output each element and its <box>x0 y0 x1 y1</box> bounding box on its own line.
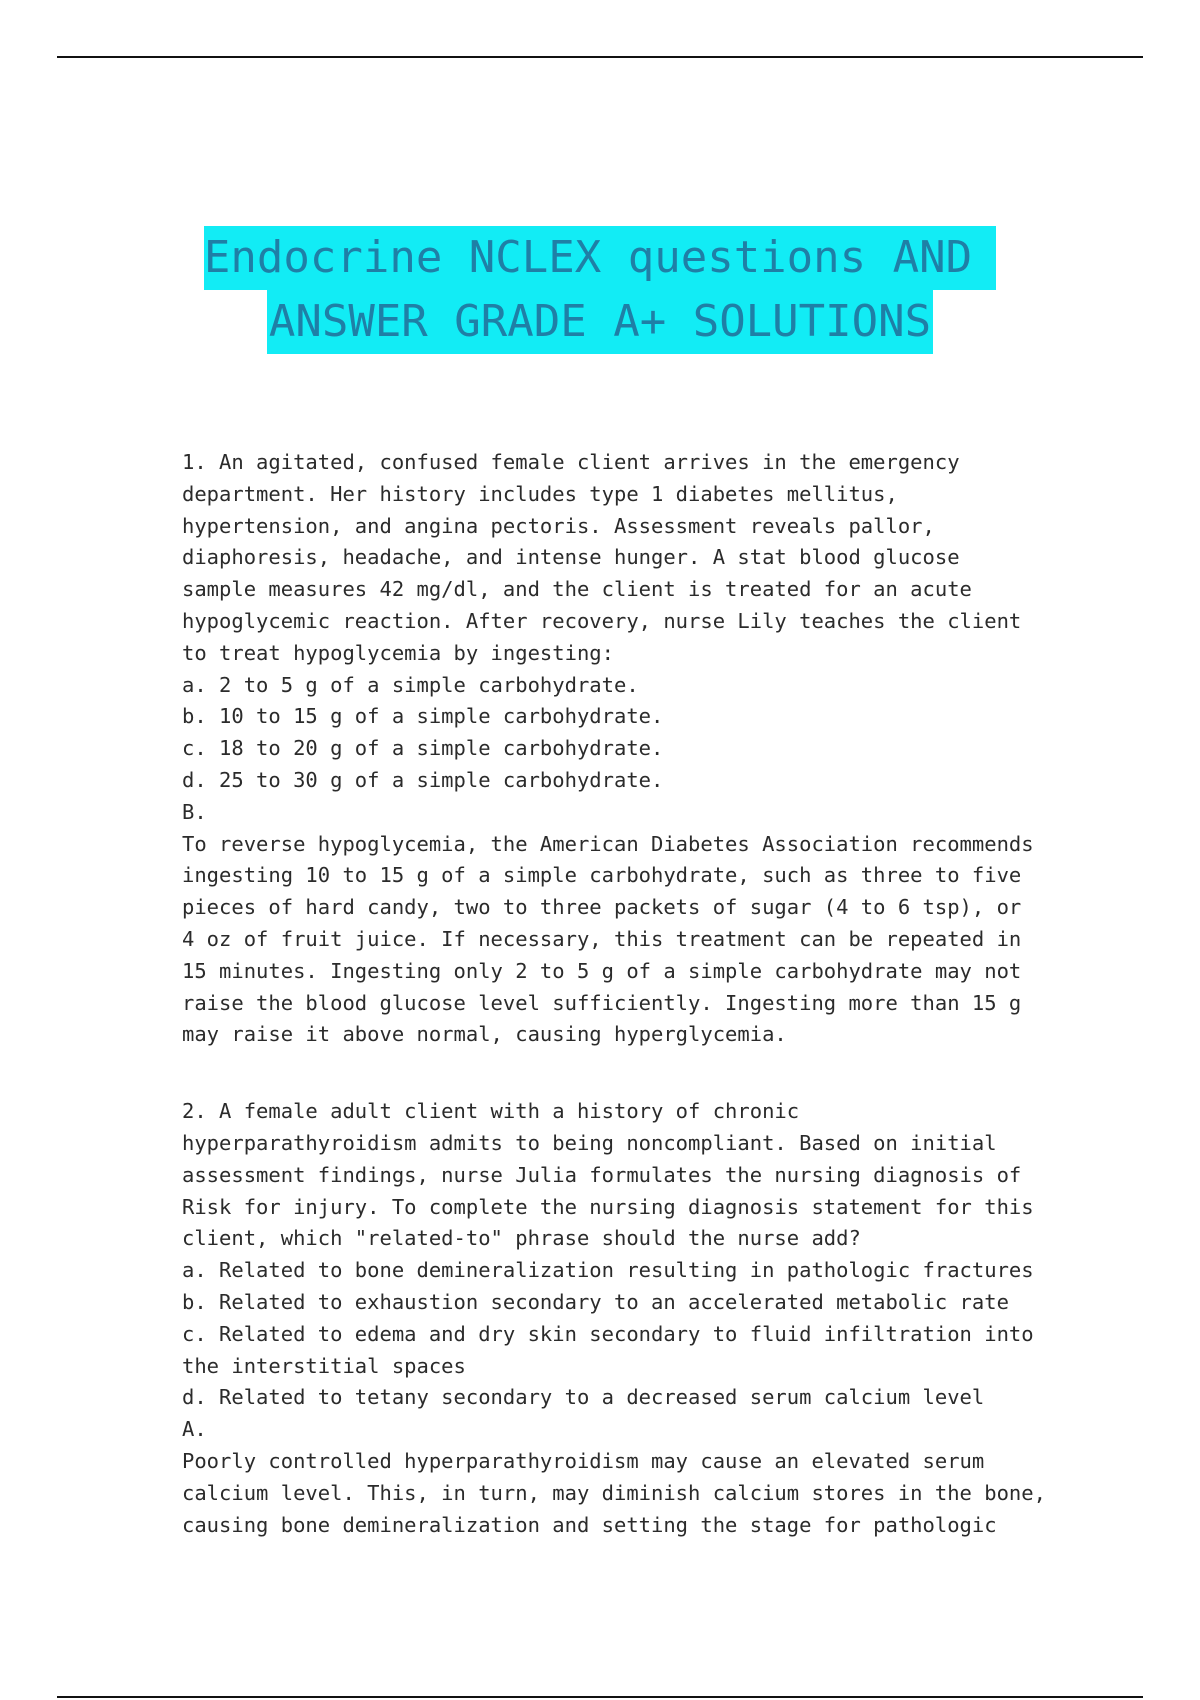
rationale-line: causing bone demineralization and setting the stage for pathologic <box>182 1512 997 1537</box>
rationale-line: 4 oz of fruit juice. If necessary, this treatment can be repeated in <box>182 926 1022 951</box>
question-2-stem <box>182 1096 1082 1255</box>
correct-answer: A. <box>182 1417 207 1442</box>
question-text-line: assessment findings, nurse Julia formulates the nursing diagnosis of <box>182 1162 1022 1187</box>
question-1-options <box>182 670 1082 797</box>
header-rule <box>57 56 1143 58</box>
answer-option: d. 25 to 30 g of a simple carbohydrate. <box>182 767 664 792</box>
question-1-rationale <box>182 829 1082 1052</box>
answer-option: b. 10 to 15 g of a simple carbohydrate. <box>182 704 664 729</box>
document-title <box>0 226 1200 354</box>
rationale-line: 15 minutes. Ingesting only 2 to 5 g of a simple carbohydrate may not <box>182 958 1022 983</box>
question-text-line: client, which "related-to" phrase should the nurse add? <box>182 1226 861 1251</box>
question-text-line: sample measures 42 mg/dl, and the client is treated for an acute <box>182 577 972 602</box>
rationale-line: ingesting 10 to 15 g of a simple carbohydrate, such as three to five <box>182 863 1022 888</box>
rationale-line: raise the blood glucose level sufficiently. Ingesting more than 15 g <box>182 990 1022 1015</box>
question-1 <box>182 447 1082 1051</box>
question-1-stem <box>182 447 1082 670</box>
question-text-line: department. Her history includes type 1 diabetes mellitus, <box>182 481 898 506</box>
question-text-line: hyperparathyroidism admits to being noncompliant. Based on initial <box>182 1130 997 1155</box>
question-spacer <box>182 1051 1082 1096</box>
answer-option: b. Related to exhaustion secondary to an accelerated metabolic rate <box>182 1289 1009 1314</box>
rationale-line: To reverse hypoglycemia, the American Diabetes Association recommends <box>182 831 1034 856</box>
answer-option: d. Related to tetany secondary to a decreased serum calcium level <box>182 1385 985 1410</box>
question-text-line: hypertension, and angina pectoris. Assessment reveals pallor, <box>182 513 935 538</box>
answer-option: c. 18 to 20 g of a simple carbohydrate. <box>182 736 664 761</box>
question-text-line: 1. An agitated, confused female client arrives in the emergency <box>182 450 960 474</box>
title-line-1: Endocrine NCLEX questions AND <box>204 226 996 290</box>
document-body <box>182 447 1082 1541</box>
rationale-line: Poorly controlled hyperparathyroidism may cause an elevated serum <box>182 1448 985 1473</box>
question-text-line: diaphoresis, headache, and intense hunger. A stat blood glucose <box>182 545 960 570</box>
footer-rule <box>57 1696 1143 1698</box>
title-line-2: ANSWER GRADE A+ SOLUTIONS <box>267 290 933 354</box>
question-text-line: 2. A female adult client with a history of chronic <box>182 1099 800 1124</box>
answer-option: a. Related to bone demineralization resulting in pathologic fractures <box>182 1258 1034 1283</box>
question-text-line: hypoglycemic reaction. After recovery, nurse Lily teaches the client <box>182 608 1022 633</box>
answer-option: a. 2 to 5 g of a simple carbohydrate. <box>182 672 639 697</box>
rationale-line: may raise it above normal, causing hyperglycemia. <box>182 1022 787 1047</box>
question-2-rationale <box>182 1446 1082 1541</box>
question-text-line: Risk for injury. To complete the nursing diagnosis statement for this <box>182 1194 1034 1219</box>
question-2 <box>182 1096 1082 1541</box>
correct-answer: B. <box>182 799 207 824</box>
question-2-options <box>182 1255 1082 1414</box>
answer-option: the interstitial spaces <box>182 1353 466 1378</box>
question-text-line: to treat hypoglycemia by ingesting: <box>182 640 614 665</box>
rationale-line: calcium level. This, in turn, may diminish calcium stores in the bone, <box>182 1480 1046 1505</box>
rationale-line: pieces of hard candy, two to three packets of sugar (4 to 6 tsp), or <box>182 895 1022 920</box>
answer-option: c. Related to edema and dry skin secondary to fluid infiltration into <box>182 1321 1034 1346</box>
